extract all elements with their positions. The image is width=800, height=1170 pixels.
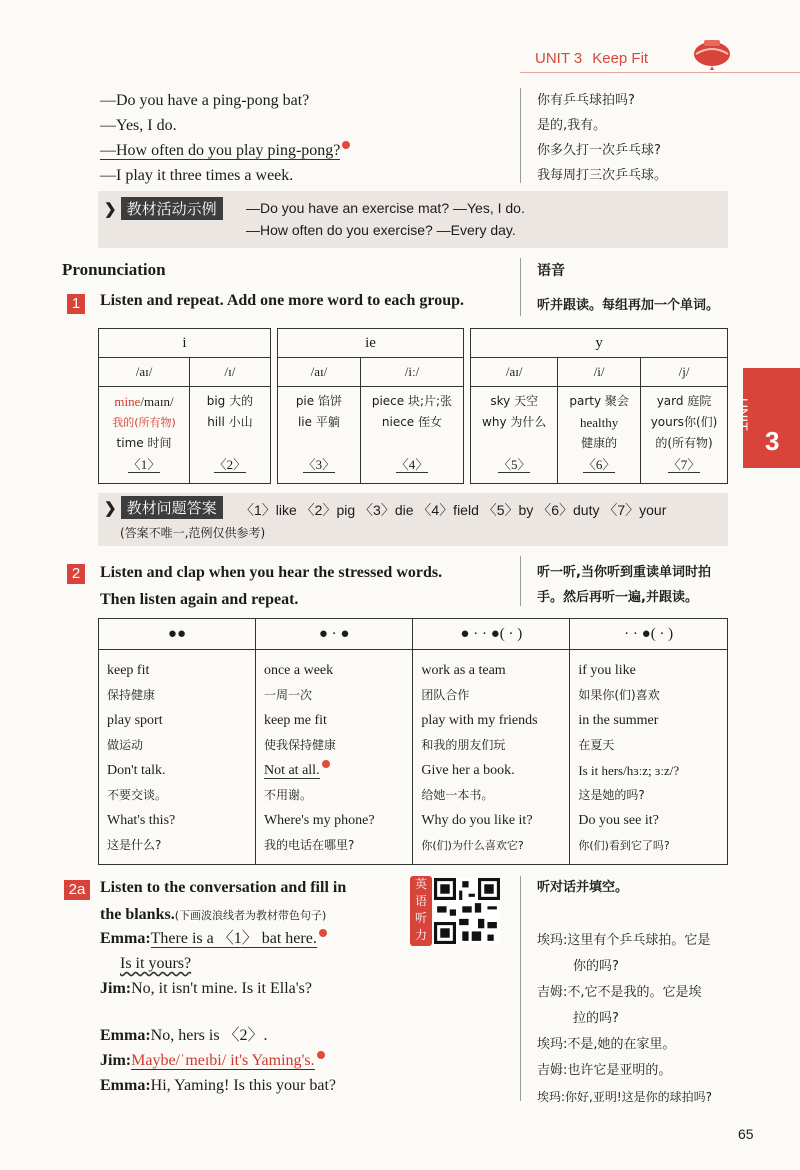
group-header: i: [99, 329, 271, 358]
task-number-badge: 2a: [64, 880, 90, 900]
word-cell: party 聚会 healthy 健康的 〈6〉: [558, 387, 641, 484]
task-number-badge: 1: [67, 294, 85, 314]
conversation-translation: 埃玛:这里有个乒乓球拍。它是 你的吗? 吉姆:不,它不是我的。它是埃 拉的吗? 埃玛:不是,她的在家里。 吉姆:也许它是亚明的。 埃玛:你好,亚明!这是你的球拍吗?: [537, 933, 713, 1104]
dialogue-line: —How often do you play ping-pong?: [100, 138, 350, 163]
answers-tag: ❯ 教材问题答案: [104, 496, 223, 519]
sound-header: /i/: [558, 358, 641, 387]
conversation-line: Emma:There is a 〈1〉 bat here.: [100, 926, 336, 951]
task-instruction-cn: 听对话并填空。: [537, 880, 629, 895]
column-divider: [520, 556, 521, 606]
dialogue-line: —I play it three times a week.: [100, 167, 294, 184]
word-cell: pie 馅饼 lie 平躺 〈3〉: [277, 387, 360, 484]
dialogue-1: [100, 88, 350, 188]
column-divider: [520, 876, 521, 1101]
section-title-cn: 语音: [537, 263, 565, 279]
group-header: y: [471, 329, 728, 358]
column-divider: [520, 88, 521, 183]
task-instruction: Listen and repeat. Add one more word to each group.: [100, 292, 465, 309]
word-cell: piece 块;片;张 niece 侄女 〈4〉: [360, 387, 463, 484]
stress-pattern-header: ● · ●: [255, 619, 412, 650]
chevron-right-icon: ❯: [104, 501, 117, 517]
task-number-badge: 2: [67, 564, 85, 584]
qr-code-icon[interactable]: [434, 878, 500, 944]
lantern-logo-icon: [690, 36, 734, 70]
column-divider: [520, 258, 521, 316]
dialogue-line: —Do you have a ping-pong bat?: [100, 92, 310, 109]
dialogue-1-translation: 你有乒乓球拍吗? 是的,我有。 你多久打一次乒乓球? 我每周打三次乒乓球。: [537, 93, 668, 183]
stress-pattern-header: ● · · ●( · ): [413, 619, 570, 650]
conversation: [100, 926, 336, 1098]
note-marker-icon: [317, 1051, 325, 1059]
word-cell: sky 天空 why 为什么 〈5〉: [471, 387, 558, 484]
word-cell: big 大的 hill 小山 〈2〉: [190, 387, 271, 484]
task-instruction: Listen to the conversation and fill in the blanks.(下画波浪线者为教材带色句子): [100, 879, 347, 923]
note-marker-icon: [319, 929, 327, 937]
page-number: 65: [738, 1126, 754, 1142]
unit-label: UNIT 3: [535, 50, 583, 67]
sound-header: /j/: [641, 358, 728, 387]
word-cell: yard 庭院 yours你(们) 的(所有物) 〈7〉: [641, 387, 728, 484]
conversation-line: Emma:Hi, Yaming! Is this your bat?: [100, 1077, 336, 1094]
phrase-column: keep fit 保持健康 play sport 做运动 Don't talk. 不要交谈。 What's this? 这是什么?: [99, 650, 256, 865]
note-marker-icon: [342, 141, 350, 149]
task-instruction: Listen and clap when you hear the stressed words. Then listen again and repeat.: [100, 564, 443, 608]
activity-line: —How often do you exercise? —Every day.: [246, 222, 516, 238]
conversation-line: Is it yours?: [120, 955, 192, 972]
conversation-line: Jim:Maybe/ˈmeɪbi/ it's Yaming's.: [100, 1048, 336, 1073]
phrase-column: work as a team 团队合作 play with my friends 和我的朋友们玩 Give her a book. 给她一本书。 Why do you like it? 你(们)为什么喜欢它?: [413, 650, 570, 865]
sound-header: /aɪ/: [471, 358, 558, 387]
unit-side-tab: UNIT 3: [743, 368, 800, 468]
sound-header: /aɪ/: [277, 358, 360, 387]
conversation-line: Jim:No, it isn't mine. Is it Ella's?: [100, 980, 312, 997]
pronunciation-table: [98, 328, 728, 484]
unit-title: Keep Fit: [592, 50, 649, 67]
task-instruction-cn: 听一听,当你听到重读单词时拍 手。然后再听一遍,并跟读。: [537, 565, 711, 605]
phrase-column: once a week 一周一次 keep me fit 使我保持健康 Not at all. 不用谢。 Where's my phone? 我的电话在哪里?: [255, 650, 412, 865]
stress-pattern-header: · · ●( · ): [570, 619, 728, 650]
unit-header: [535, 50, 658, 67]
word-cell: mine/maɪn/ 我的(所有物) time 时间 〈1〉: [99, 387, 190, 484]
answers-text: 〈1〉like 〈2〉pig 〈3〉die 〈4〉field 〈5〉by 〈6〉duty 〈7〉your: [240, 502, 667, 518]
group-header: ie: [277, 329, 463, 358]
chevron-right-icon: ❯: [104, 202, 117, 218]
listening-label: 英语听力: [410, 876, 432, 946]
sound-header: /ɪ/: [190, 358, 271, 387]
sound-header: /iː/: [360, 358, 463, 387]
answers-note: (答案不唯一,范例仅供参考): [120, 526, 266, 540]
stress-table: [98, 618, 728, 865]
activity-line: —Do you have an exercise mat? —Yes, I do.: [246, 200, 525, 216]
task-instruction-cn: 听并跟读。每组再加一个单词。: [537, 298, 720, 313]
conversation-line: Emma:No, hers is 〈2〉.: [100, 1027, 268, 1044]
sound-header: /aɪ/: [99, 358, 190, 387]
dialogue-line: —Yes, I do.: [100, 117, 177, 134]
header-divider: [520, 72, 800, 73]
note-marker-icon: [322, 760, 330, 768]
phrase-column: if you like 如果你(们)喜欢 in the summer 在夏天 Is it hers/hɜːz; ɜːz/? 这是她的吗? Do you see it? 你(们)看到它了吗?: [570, 650, 728, 865]
stress-pattern-header: ●●: [99, 619, 256, 650]
section-title: Pronunciation: [62, 260, 166, 279]
activity-tag: ❯ 教材活动示例: [104, 197, 223, 220]
